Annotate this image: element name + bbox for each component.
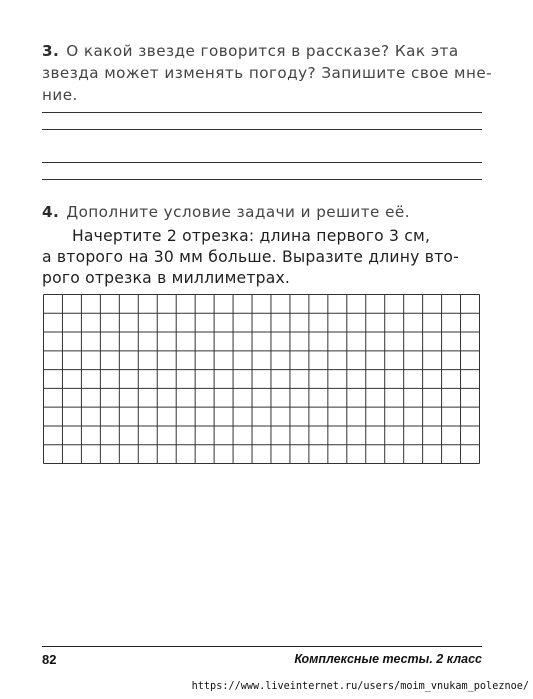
task-3 bbox=[42, 40, 493, 106]
watermark-url: https://www.liveinternet.ru/users/moim_vnukam_poleznoe/ bbox=[191, 681, 529, 692]
problem-line-3: рого отрезка в миллиметрах. bbox=[42, 269, 291, 287]
problem-line-2: а второго на 30 мм больше. Выразите длину вто- bbox=[42, 248, 459, 266]
footer-rule bbox=[42, 646, 482, 647]
answer-line-1[interactable] bbox=[42, 112, 482, 113]
footer-title: Комплексные тесты. 2 класс bbox=[294, 652, 482, 666]
task-4-number: 4. bbox=[42, 203, 60, 221]
task-4-instruction: Дополните условие задачи и решите её. bbox=[66, 203, 410, 221]
task-3-text-1: О какой звезде говорится в рассказе? Как эта bbox=[66, 42, 459, 60]
task-4-instruction-line bbox=[42, 201, 482, 223]
task-3-line-3: ние. bbox=[42, 86, 78, 104]
task-3-line-1 bbox=[42, 40, 482, 62]
task-3-number: 3. bbox=[42, 42, 60, 60]
answer-line-2[interactable] bbox=[42, 129, 482, 130]
task-3-line-2: звезда может изменять погоду? Запишите свое мне- bbox=[42, 64, 493, 82]
task-4 bbox=[42, 201, 482, 223]
answer-line-3[interactable] bbox=[42, 162, 482, 163]
problem-line-1: Начертите 2 отрезка: длина первого 3 см, bbox=[72, 227, 431, 245]
page-number: 82 bbox=[42, 652, 57, 667]
answer-line-4[interactable] bbox=[42, 179, 482, 180]
drawing-grid[interactable] bbox=[43, 294, 480, 464]
